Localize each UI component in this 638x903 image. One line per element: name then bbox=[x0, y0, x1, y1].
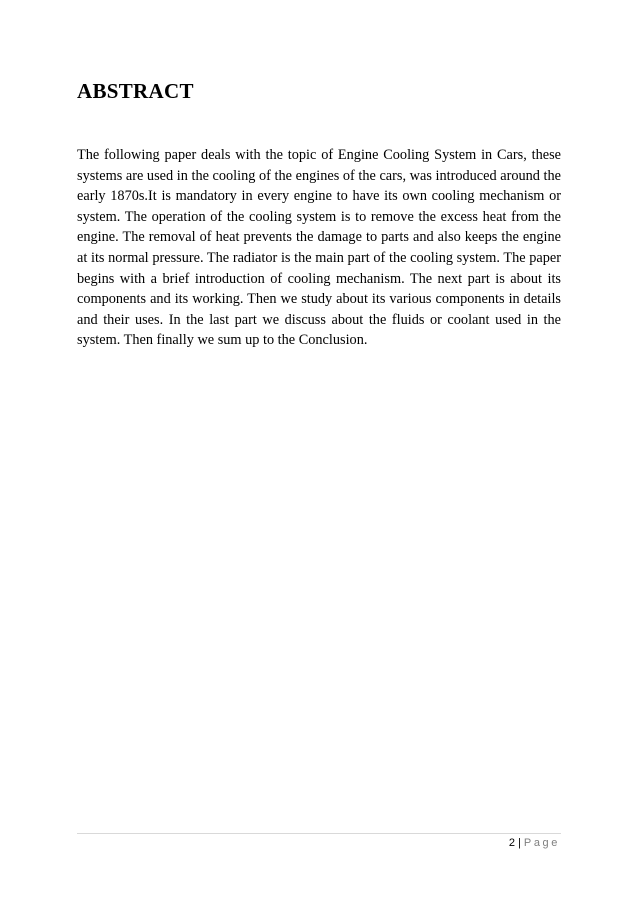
abstract-body: The following paper deals with the topic of Engine Cooling System in Cars, these systems are used in the cooling of the engines of the cars, was introduced around the early 1870s.It is mandatory in every engine to have its own cooling mechanism or system. The operation of the cooling system is to remove the excess heat from the engine. The removal of heat prevents the damage to parts and also keeps the engine at its normal pressure. The radiator is the main part of the cooling system. The paper begins with a brief introduction of cooling mechanism. The next part is about its components and its working. Then we study about its various components in details and their uses. In the last part we discuss about the fluids or coolant used in the system. Then finally we sum up to the Conclusion. bbox=[77, 147, 561, 349]
footer-divider bbox=[77, 833, 561, 834]
page-label: Page bbox=[523, 837, 560, 849]
footer-separator: | bbox=[518, 837, 521, 849]
abstract-heading: ABSTRACT bbox=[77, 79, 194, 103]
page-number: 2 bbox=[508, 837, 516, 849]
page-footer bbox=[509, 836, 560, 850]
